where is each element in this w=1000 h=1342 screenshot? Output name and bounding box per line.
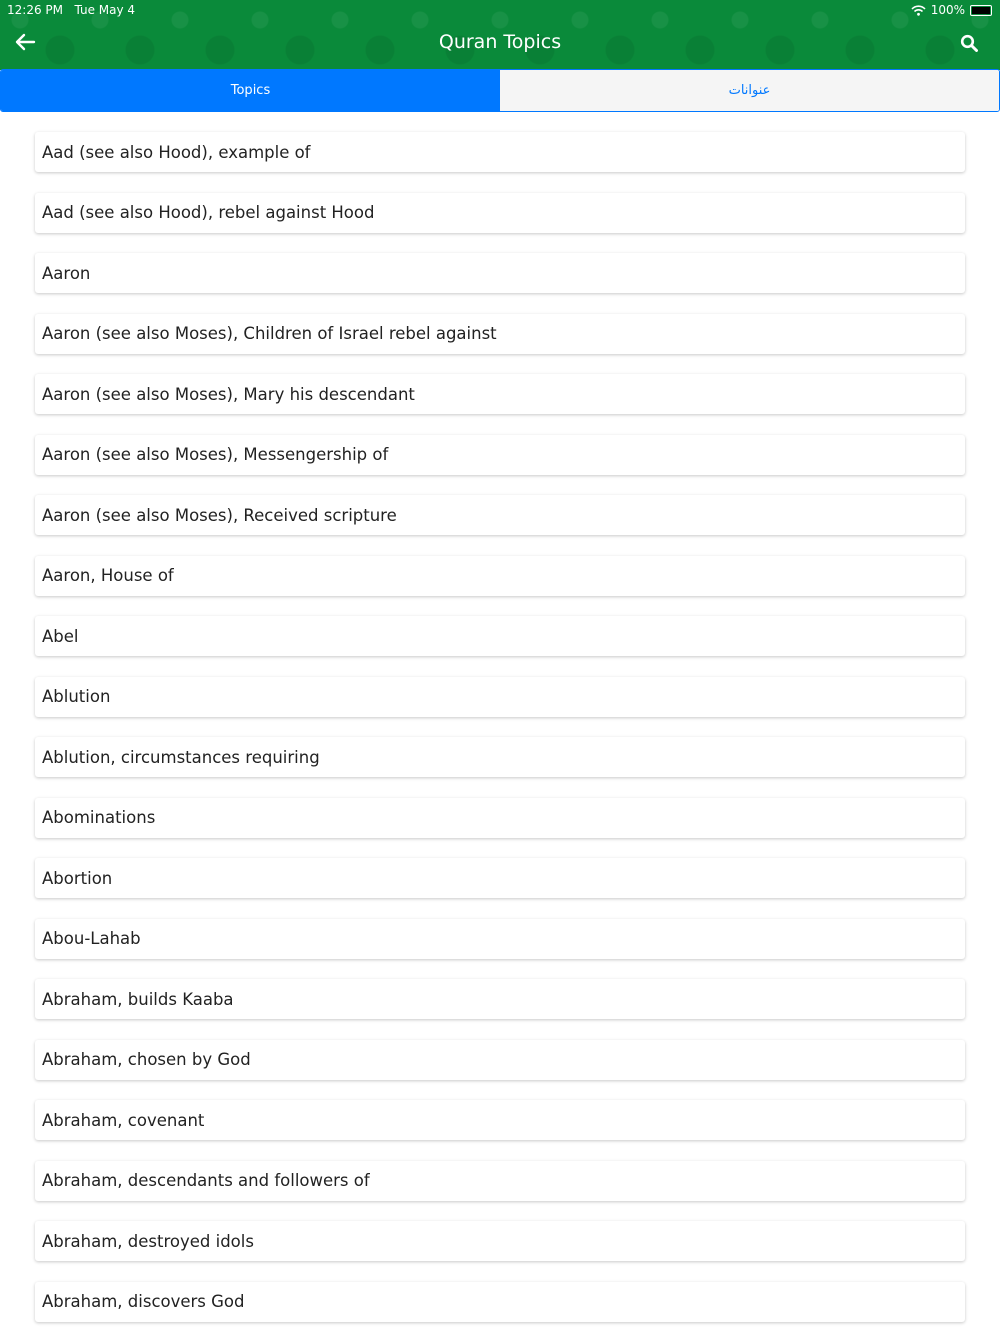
- status-time: 12:26 PM: [7, 3, 63, 17]
- search-icon[interactable]: [960, 34, 978, 52]
- app-header: [0, 0, 1000, 70]
- back-arrow-icon[interactable]: [14, 31, 36, 53]
- topic-list-item[interactable]: Abraham, covenant: [35, 1100, 965, 1140]
- topic-list-item[interactable]: Abraham, destroyed idols: [35, 1221, 965, 1261]
- wifi-icon: [911, 5, 926, 16]
- topic-list-item[interactable]: Abraham, chosen by God: [35, 1040, 965, 1080]
- topic-list-item[interactable]: Abraham, builds Kaaba: [35, 979, 965, 1019]
- topic-list-item[interactable]: Ablution: [35, 677, 965, 717]
- battery-percent: 100%: [930, 3, 965, 17]
- topic-list-item[interactable]: Aaron (see also Moses), Children of Israel rebel against: [35, 314, 965, 354]
- topic-list-item[interactable]: Aaron (see also Moses), Mary his descendant: [35, 374, 965, 414]
- topic-list-item[interactable]: Abou-Lahab: [35, 919, 965, 959]
- topic-list-item[interactable]: Aaron, House of: [35, 556, 965, 596]
- topic-list-item[interactable]: Aad (see also Hood), example of: [35, 132, 965, 172]
- segmented-tabs: [0, 69, 1000, 112]
- topic-list-item[interactable]: Abominations: [35, 798, 965, 838]
- tab-arabic-topics[interactable]: عنوانات: [500, 70, 999, 111]
- battery-icon: [970, 5, 992, 16]
- status-date: Tue May 4: [74, 3, 136, 17]
- topic-list-item[interactable]: Aaron (see also Moses), Messengership of: [35, 435, 965, 475]
- topic-list-item[interactable]: Abraham, descendants and followers of: [35, 1161, 965, 1201]
- status-time-date: [7, 3, 135, 17]
- page-title: Quran Topics: [438, 31, 562, 53]
- status-indicators: [911, 3, 992, 17]
- topic-list-item[interactable]: Aaron: [35, 253, 965, 293]
- tab-topics[interactable]: Topics: [1, 70, 500, 111]
- topic-list-item[interactable]: Ablution, circumstances requiring: [35, 737, 965, 777]
- topic-list-item[interactable]: Aad (see also Hood), rebel against Hood: [35, 193, 965, 233]
- topic-list-item[interactable]: Abraham, discovers God: [35, 1282, 965, 1322]
- topic-list-item[interactable]: Abortion: [35, 858, 965, 898]
- topics-list: [35, 132, 965, 1342]
- topic-list-item[interactable]: Abel: [35, 616, 965, 656]
- topic-list-item[interactable]: Aaron (see also Moses), Received scripture: [35, 495, 965, 535]
